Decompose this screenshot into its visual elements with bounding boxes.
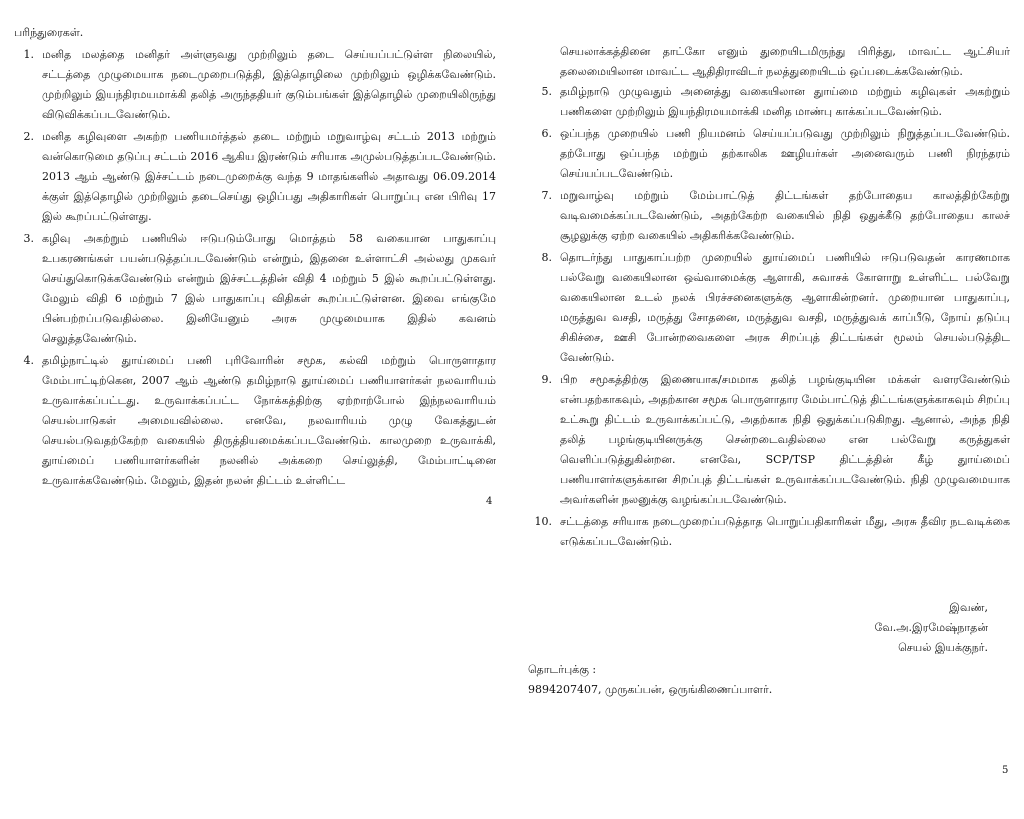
item-number: 1. <box>23 48 34 61</box>
list-item <box>14 127 496 227</box>
signature-title: செயல் இயக்குநர். <box>898 641 988 654</box>
item-text: மனித கழிவுளை அகற்ற பணியமர்த்தல் தடை மற்றும் மறுவாழ்வு சட்டம் 2013 மற்றும் வன்கொடுமை தடுப்பு சட்டம் 2016 ஆகிய இரண்டும் சரியாக அமுல்படுத்தப்படவேண்டும். 2013 ஆம் ஆண்டு இச்சட்டம் நடைமுறைக்கு வந்த 9 மாதங்களில் அதாவது 06.09.2014 க்குள் இத்தொழில் முற்றிலும் தடைசெய்து ஒழிப்பது அதிகாரிகள் பொறுப்பு என பிரிவு 17 இல் கூறப்பட்டுள்ளது. <box>42 130 496 223</box>
item-number: 4. <box>23 354 34 367</box>
item-number: 9. <box>541 373 552 386</box>
item-number: 7. <box>541 189 552 202</box>
item-text: மறுவாழ்வு மற்றும் மேம்பாட்டுத் திட்டங்கள் தற்போதைய காலத்திற்கேற்று வடிவமைக்கப்படவேண்டும், அதற்கேற்ற வகையில் நிதி ஒதுக்கீடு தற்போதைய காலச் சூழலுக்கு ஏற்ற வகையில் அதிகரிக்கவேண்டும். <box>560 189 1010 242</box>
item-number: 10. <box>534 515 552 528</box>
item-number: 3. <box>23 232 34 245</box>
list-item <box>532 124 1010 184</box>
list-item <box>532 186 1010 246</box>
list-item <box>532 82 1010 122</box>
item-number: 2. <box>23 130 34 143</box>
contact-block <box>528 660 772 700</box>
signature-closing: இவண், <box>949 601 988 614</box>
item-number: 8. <box>541 251 552 264</box>
item-number: 6. <box>541 127 552 140</box>
page-number-right: 5 <box>1002 765 1009 776</box>
recommendations-heading: பரிந்துரைகள். <box>14 26 84 39</box>
item-4-continuation: செயலாக்கத்தினை தாட்கோ எனும் துறையிடமிருந்து பிரித்து, மாவட்ட ஆட்சியர் தலைமையிலான மாவட்ட ஆதிதிராவிடர் நலத்துறையிடம் ஒப்படைக்கவேண்டும். <box>560 45 1010 78</box>
signature-block <box>874 598 988 658</box>
item-text: ஒப்பந்த முறையில் பணி நியமனம் செய்யப்படுவது முற்றிலும் நிறுத்தப்படவேண்டும். தற்போது ஒப்பந்த மற்றும் தற்காலிக ஊழியர்கள் அனைவரும் பணி நிரந்தரம் செய்யப்படவேண்டும். <box>560 127 1010 180</box>
contact-detail: 9894207407, முருகப்பன், ஒருங்கிணைப்பாளர். <box>528 683 773 696</box>
item-text: கழிவு அகற்றும் பணியில் ஈடுபடும்போது மொத்தம் 58 வகையான பாதுகாப்பு உபகரணங்கள் பயன்படுத்தப்படவேண்டும் என்றும், இதனை உள்ளாட்சி அல்லது முகவர் செய்துகொடுக்கவேண்டும் என்றும் இச்சட்டத்தின் விதி 4 மற்றும் 5 இல் கூறப்பட்டுள்ளது. மேலும் விதி 6 மற்றும் 7 இல் பாதுகாப்பு விதிகள் கூறப்பட்டுள்ளன. இவை எங்குமே பின்பற்றப்படுவதில்லை. இனியேனும் அரசு முழுமையாக இதில் கவனம் செலுத்தவேண்டும். <box>42 232 496 345</box>
item-text: பிற சமூகத்திற்கு இணையாக/சமமாக தலித் பழங்குடியின மக்கள் வளரவேண்டும் என்பதற்காகவும், அதற்கான சமூக பொருளாதார மேம்பாட்டுத் திட்டங்களுக்காகவும் சிறப்பு உட்கூறு திட்டம் உருவாக்கப்பட்டு, அதற்காக நிதி ஒதுக்கப்படுகிறது. ஆனால், அந்த நிதி தலித் பழங்குடியினருக்கு சென்றடைவதில்லை என பல்வேறு கருத்துகள் வெளிப்படுத்துகின்றன. எனவே, SCP/TSP திட்டத்தின் கீழ் துாய்மைப் பணியாளர்களுக்கான சிறப்புத் திட்டங்கள் உருவாக்கப்படவேண்டும். நிதி முழுவமையாக அவர்களின் நலனுக்கு வழங்கப்படவேண்டும். <box>560 373 1010 506</box>
list-item <box>14 45 496 125</box>
item-text: தமிழ்நாடு முழுவதும் அனைத்து வகையிலான துாய்மை மற்றும் கழிவுகள் அகற்றும் பணிகளை முற்றிலும் இயந்திரமயமாக்கி மனித மாண்பு காக்கப்படவேண்டும். <box>560 85 1010 118</box>
item-text: தமிழ்நாட்டில் துாய்மைப் பணி புரிவோரின் சமூக, கல்வி மற்றும் பொருளாதார மேம்பாட்டிற்கென, 2007 ஆம் ஆண்டு தமிழ்நாடு துாய்மைப் பணியாளர்கள் நலவாரியம் உருவாக்கப்பட்டது. உருவாக்கப்பட்ட நோக்கத்திற்கு ஏற்றாற்போல் இந்நலவாரியம் செயல்பாடுகள் அமையவில்லை. எனவே, நலவாரியம் முழு வேகத்துடன் செயல்படுவதற்கேற்ற வகையில் திருத்தியமைக்கப்படவேண்டும். காலமுறை உருவாக்கி, துாய்மைப் பணியாளர்களின் நலனில் அக்கறை செய்லுத்தி, மேம்பாட்டினை உருவாக்கவேண்டும். மேலும், இதன் நலன் திட்டம் உள்ளிட்ட <box>42 354 496 487</box>
page-number-left: 4 <box>486 496 493 507</box>
item-text: சட்டத்தை சரியாக நடைமுறைப்படுத்தாத பொறுப்பதிகாரிகள் மீது, அரசு தீவிர நடவடிக்கை எடுக்கப்படவேண்டும். <box>560 515 1010 548</box>
item-text: மனித மலத்தை மனிதர் அள்ளுவது முற்றிலும் தடை செய்யப்பட்டுள்ள நிலையில், சட்டத்தை முழுமையாக நடைமுறைபடுத்தி, இத்தொழிலை முற்றிலும் ஒழிக்கவேண்டும். முற்றிலும் இயந்திரமயமாக்கி தலித் அருந்ததியர் குடும்பங்கள் இத்தொழில் முறையிலிருந்து விடுவிக்கப்படவேண்டும். <box>42 48 496 121</box>
list-item <box>532 248 1010 368</box>
list-item <box>532 512 1010 552</box>
item-text: தொடர்ந்து பாதுகாப்பற்ற முறையில் துாய்மைப் பணியில் ஈடுபடுவதன் காரணமாக பல்வேறு வகையிலான ஒவ்வாமைக்கு ஆளாகி, சுவாசக் கோளாறு உள்ளிட்ட பல்வேறு வகையிலான உடல் நலக் பிரச்சனைகளுக்கு ஆளாகின்றனர். முறையான பாதுகாப்பு, மருத்துவ வசதி, மருத்து சோதனை, மருத்துவ வசதி, மருத்துவக் காப்பீடு, நோய் தடுப்பு சிகிச்சை, ஊசி போன்றவைகளை அரசு சிறப்புத் திட்டங்கள் மூலம் செயல்படுத்திட வேண்டும். <box>560 251 1010 364</box>
contact-label: தொடர்புக்கு : <box>528 663 597 676</box>
list-item <box>14 229 496 349</box>
recommendations-list-left <box>14 45 496 491</box>
list-item <box>14 351 496 491</box>
recommendations-list-right <box>532 82 1010 552</box>
signature-name: வே.அ.இரமேஷ்நாதன் <box>874 621 988 634</box>
list-item <box>532 370 1010 510</box>
item-number: 5. <box>541 85 552 98</box>
